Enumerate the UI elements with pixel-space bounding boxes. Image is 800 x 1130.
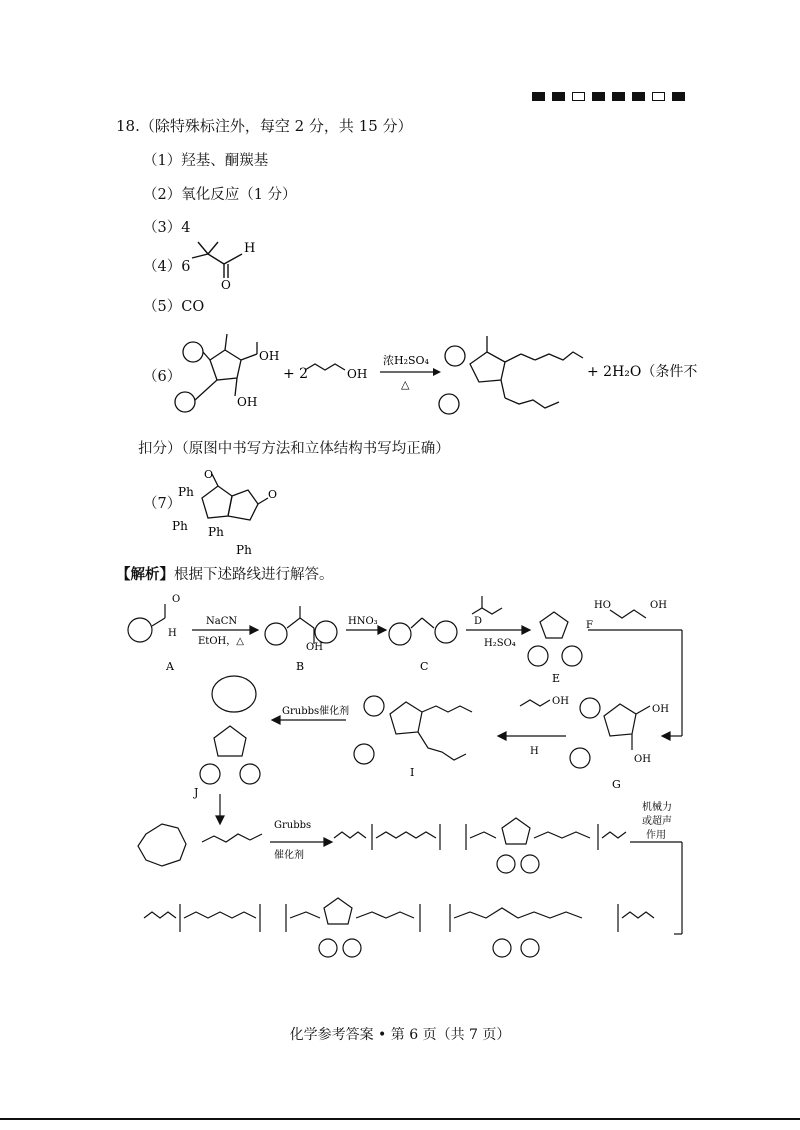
mech-line-2: 或超声 xyxy=(642,816,672,827)
grubbs-line-2: 催化剂 xyxy=(274,850,304,861)
mech-line-3: 作用 xyxy=(646,830,666,841)
reagent-grubbs: Grubbs催化剂 xyxy=(282,706,350,717)
analysis-text: 根据下述路线进行解答。 xyxy=(174,567,334,583)
label-c: C xyxy=(420,660,429,673)
answer-4-structure xyxy=(184,232,274,290)
aldehyde-h-route: H xyxy=(168,628,177,639)
g-oh-b: OH xyxy=(634,754,651,765)
label-i: I xyxy=(410,766,415,779)
reagent-h2so4: H₂SO₄ xyxy=(484,638,516,649)
f-oh: OH xyxy=(650,600,667,611)
f-ho: HO xyxy=(594,600,611,611)
ph-1: Ph xyxy=(178,485,194,499)
g-oh-2: OH xyxy=(237,395,258,409)
bottom-rule xyxy=(0,1118,800,1120)
header-marks xyxy=(532,92,685,101)
label-h: H xyxy=(530,746,539,757)
plus-two: + 2 xyxy=(283,366,309,382)
answer-4-label: （4）6 xyxy=(143,259,191,275)
analysis-tag: 【解析】 xyxy=(116,566,174,583)
answer-6-continued: 扣分）（原图中书写方法和立体结构书写均正确） xyxy=(138,441,450,457)
mark-3 xyxy=(572,92,585,101)
mark-8 xyxy=(672,92,685,101)
label-e: E xyxy=(552,672,561,685)
h-oh: OH xyxy=(552,696,569,707)
answer-6-label: （6） xyxy=(143,369,182,385)
answer-7-structure xyxy=(168,468,288,560)
question-title: 18.（除特殊标注外，每空 2 分，共 15 分） xyxy=(116,117,413,135)
answer-5: （5）CO xyxy=(143,299,205,315)
analysis-line xyxy=(116,566,334,584)
grubbs-line-1: Grubbs xyxy=(274,820,312,831)
mark-7 xyxy=(652,92,665,101)
reagent-etoh: EtOH，△ xyxy=(198,636,244,647)
answer-2: （2）氧化反应（1 分） xyxy=(143,187,297,203)
mark-4 xyxy=(592,92,605,101)
aldehyde-h: H xyxy=(244,241,256,256)
answer-6-equation xyxy=(165,330,705,430)
b-oh: OH xyxy=(306,642,323,653)
alcohol-oh: OH xyxy=(347,367,368,381)
mech-line-1: 机械力 xyxy=(642,802,672,813)
water-term: + 2H₂O（条件不 xyxy=(587,364,698,380)
g-oh-1: OH xyxy=(259,349,280,363)
answer-1: （1）羟基、酮羰基 xyxy=(143,153,269,169)
mark-5 xyxy=(612,92,625,101)
label-f: F xyxy=(586,620,593,631)
carbonyl-o: O xyxy=(221,278,231,290)
page-footer: 化学参考答案 • 第 6 页（共 7 页） xyxy=(289,1027,511,1043)
ph-2: Ph xyxy=(172,519,188,533)
answer-7-label: （7） xyxy=(143,496,182,512)
reaction-route xyxy=(110,588,700,1008)
label-d: D xyxy=(474,616,483,627)
mark-1 xyxy=(532,92,545,101)
label-j: J xyxy=(194,786,199,799)
ph-4: Ph xyxy=(236,543,252,557)
answer-3: （3）4 xyxy=(143,220,191,236)
label-g: G xyxy=(612,778,621,791)
label-b: B xyxy=(296,660,305,673)
mark-2 xyxy=(552,92,565,101)
cond-delta: △ xyxy=(401,378,410,391)
label-a: A xyxy=(166,660,174,673)
cond-h2so4: 浓H₂SO₄ xyxy=(383,354,429,367)
ketone-o-1: O xyxy=(204,468,214,481)
ph-3: Ph xyxy=(208,525,224,539)
reagent-nacn: NaCN xyxy=(206,616,238,627)
ketone-o-2: O xyxy=(268,488,278,501)
reagent-hno3: HNO₃ xyxy=(348,616,378,627)
g-oh-a: OH xyxy=(652,704,669,715)
reagent-o: O xyxy=(172,594,181,605)
mark-6 xyxy=(632,92,645,101)
